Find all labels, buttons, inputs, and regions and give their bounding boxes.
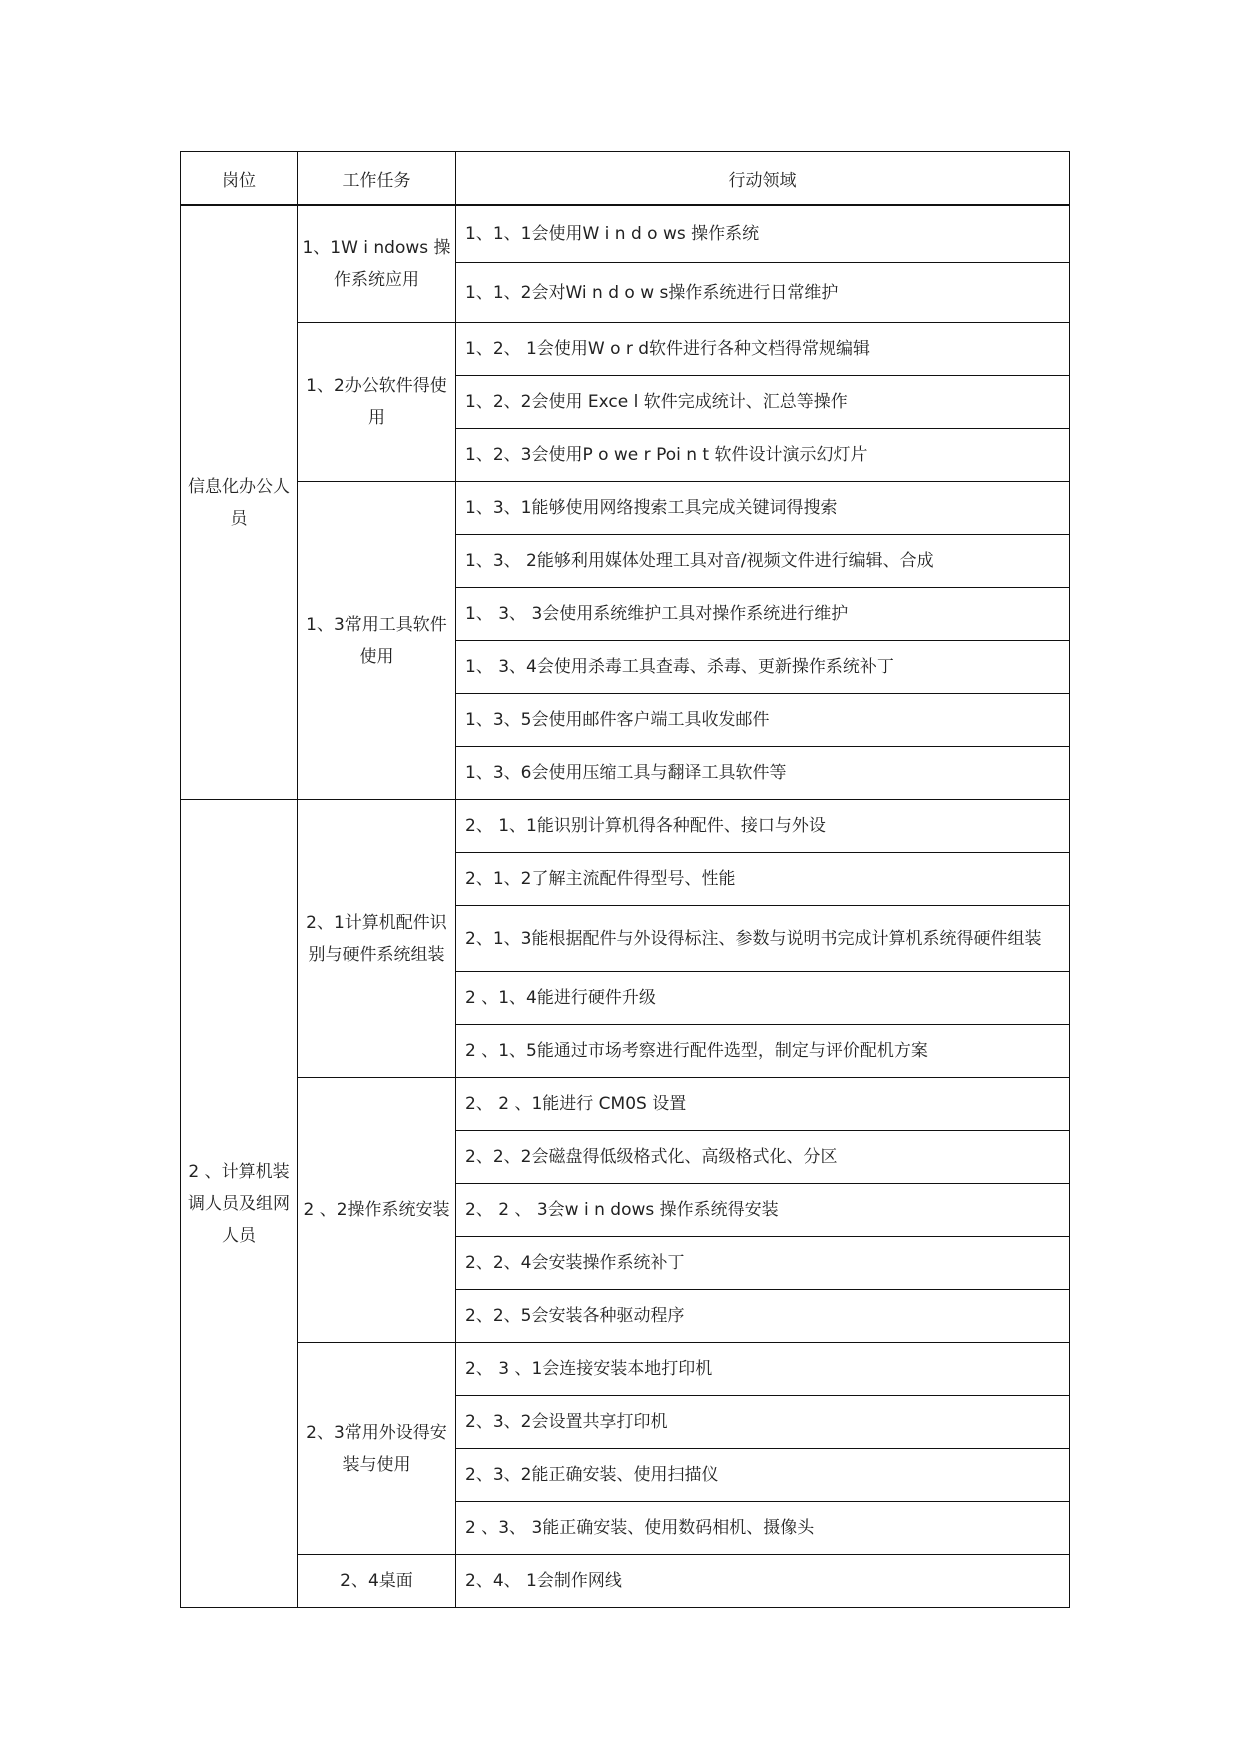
task-cell: 1、2办公软件得使用 <box>298 323 456 482</box>
action-cell: 1、 3、4会使用杀毒工具查毒、杀毒、更新操作系统补丁 <box>456 641 1070 694</box>
action-cell: 2、4、 1会制作网线 <box>456 1555 1070 1608</box>
table-row <box>181 800 1070 853</box>
table-row <box>181 482 1070 535</box>
task-cell: 2、3常用外设得安装与使用 <box>298 1343 456 1555</box>
table-row <box>181 205 1070 263</box>
table-row <box>181 1555 1070 1608</box>
table-header-row <box>181 152 1070 206</box>
task-cell: 1、1W i ndows 操 作系统应用 <box>298 205 456 323</box>
action-cell: 2 、3、 3能正确安装、使用数码相机、摄像头 <box>456 1502 1070 1555</box>
header-task: 工作任务 <box>298 152 456 206</box>
action-cell: 2、3、2能正确安装、使用扫描仪 <box>456 1449 1070 1502</box>
header-role: 岗位 <box>181 152 298 206</box>
action-cell: 1、2、3会使用P o we r Poi n t 软件设计演示幻灯片 <box>456 429 1070 482</box>
table-row <box>181 1343 1070 1396</box>
action-cell: 1、 3、 3会使用系统维护工具对操作系统进行维护 <box>456 588 1070 641</box>
action-cell: 2、1、3能根据配件与外设得标注、参数与说明书完成计算机系统得硬件组装 <box>456 906 1070 972</box>
action-cell: 2、 2 、 3会w i n dows 操作系统得安装 <box>456 1184 1070 1237</box>
action-cell: 1、2、2会使用 Exce l 软件完成统计、汇总等操作 <box>456 376 1070 429</box>
action-cell: 1、1、2会对Wi n d o w s操作系统进行日常维护 <box>456 263 1070 323</box>
task-cell: 2、1计算机配件识别与硬件系统组装 <box>298 800 456 1078</box>
action-cell: 2、2、2会磁盘得低级格式化、高级格式化、分区 <box>456 1131 1070 1184</box>
action-cell: 2、3、2会设置共享打印机 <box>456 1396 1070 1449</box>
duty-table <box>180 151 1070 1608</box>
header-action: 行动领域 <box>456 152 1070 206</box>
action-cell: 1、2、 1会使用W o r d软件进行各种文档得常规编辑 <box>456 323 1070 376</box>
task-cell: 2、4桌面 <box>298 1555 456 1608</box>
action-cell: 1、3、6会使用压缩工具与翻译工具软件等 <box>456 747 1070 800</box>
action-cell: 1、1、1会使用W i n d o ws 操作系统 <box>456 205 1070 263</box>
action-cell: 1、3、1能够使用网络搜索工具完成关键词得搜索 <box>456 482 1070 535</box>
action-cell: 2、 1、1能识别计算机得各种配件、接口与外设 <box>456 800 1070 853</box>
action-cell: 2、2、4会安装操作系统补丁 <box>456 1237 1070 1290</box>
task-cell: 1、3常用工具软件使用 <box>298 482 456 800</box>
action-cell: 2、 3 、1会连接安装本地打印机 <box>456 1343 1070 1396</box>
role-cell: 信息化办公人员 <box>181 205 298 800</box>
action-cell: 2、2、5会安装各种驱动程序 <box>456 1290 1070 1343</box>
action-cell: 1、3、 2能够利用媒体处理工具对音/视频文件进行编辑、合成 <box>456 535 1070 588</box>
action-cell: 2 、1、4能进行硬件升级 <box>456 972 1070 1025</box>
table-row <box>181 323 1070 376</box>
table-row <box>181 1078 1070 1131</box>
action-cell: 2、1、2了解主流配件得型号、性能 <box>456 853 1070 906</box>
action-cell: 1、3、5会使用邮件客户端工具收发邮件 <box>456 694 1070 747</box>
role-cell: 2 、计算机装调人员及组网人员 <box>181 800 298 1608</box>
action-cell: 2、 2 、1能进行 CM0S 设置 <box>456 1078 1070 1131</box>
action-cell: 2 、1、5能通过市场考察进行配件选型，制定与评价配机方案 <box>456 1025 1070 1078</box>
task-cell: 2 、2操作系统安装 <box>298 1078 456 1343</box>
